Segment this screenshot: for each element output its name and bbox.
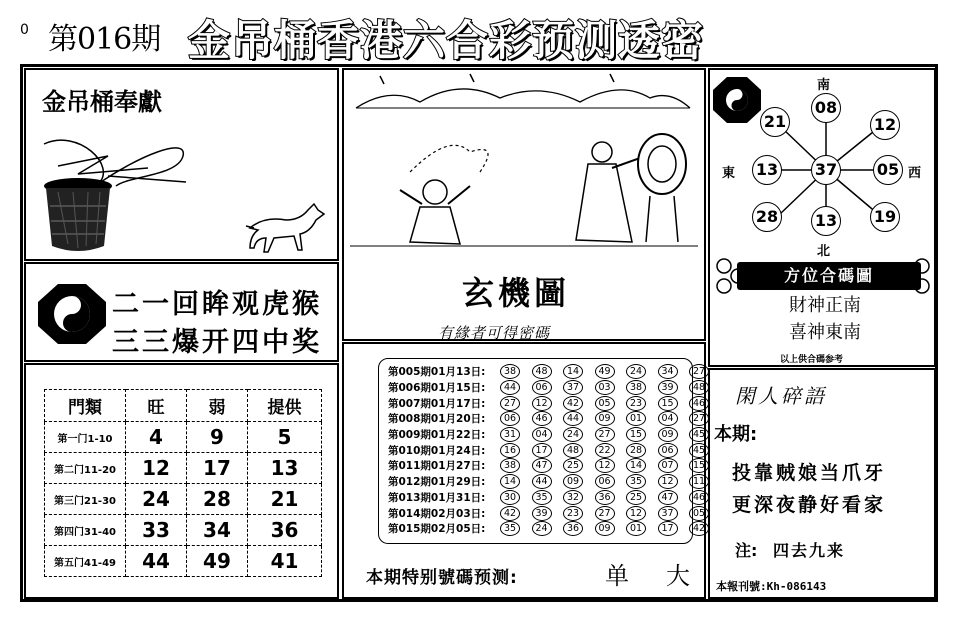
history-number: 09 <box>658 427 678 442</box>
table-row <box>45 515 322 546</box>
history-date-label: 第011期01月27日: <box>388 460 486 473</box>
history-number: 25 <box>626 490 646 505</box>
compass-nw: 21 <box>760 107 790 137</box>
dog-icon <box>244 198 328 256</box>
bagua-icon <box>36 282 108 346</box>
history-row <box>388 380 721 396</box>
history-number: 06 <box>658 443 678 458</box>
history-number: 44 <box>532 474 552 489</box>
compass-center: 37 <box>811 155 841 185</box>
history-number: 46 <box>689 490 709 505</box>
picture-caption: 玄機圖 <box>462 274 571 312</box>
history-row <box>388 364 721 380</box>
history-number: 48 <box>532 364 552 379</box>
dir-west: 西 <box>908 166 922 181</box>
door-provide: 13 <box>247 453 321 484</box>
history-number: 34 <box>658 364 678 379</box>
history-number: 37 <box>563 380 583 395</box>
history-row <box>388 458 721 474</box>
history-number: 38 <box>626 380 646 395</box>
door-strong: 44 <box>126 546 187 577</box>
history-number: 11 <box>689 474 709 489</box>
history-number: 37 <box>658 506 678 521</box>
history-date-label: 第007期01月17日: <box>388 397 486 410</box>
donate-title: 金吊桶奉獻 <box>42 88 162 116</box>
compass-note: 以上供合碼参考 <box>780 355 844 365</box>
history-number: 17 <box>658 521 678 536</box>
compass-w: 13 <box>752 155 782 185</box>
compass-n: 08 <box>811 93 841 123</box>
history-number: 17 <box>532 443 552 458</box>
history-row <box>388 521 721 537</box>
door-provide: 5 <box>247 422 321 453</box>
history-row <box>388 474 721 490</box>
this-issue-label: 本期: <box>714 424 758 445</box>
door-weak: 9 <box>186 422 247 453</box>
note-label: 注: <box>735 541 758 560</box>
history-number: 01 <box>626 411 646 426</box>
history-number: 35 <box>500 521 520 536</box>
history-date-label: 第009期01月22日: <box>388 429 486 442</box>
history-number: 06 <box>595 474 615 489</box>
history-number: 23 <box>563 506 583 521</box>
history-number: 09 <box>563 474 583 489</box>
bucket-illustration <box>38 126 188 254</box>
compass-ne: 12 <box>870 110 900 140</box>
history-number: 22 <box>595 443 615 458</box>
history-number: 14 <box>500 474 520 489</box>
history-number: 24 <box>532 521 552 536</box>
header-strong: 旺 <box>126 390 187 422</box>
table-header-row <box>45 390 322 422</box>
history-number: 15 <box>658 396 678 411</box>
dir-north: 北 <box>817 244 831 259</box>
history-number: 14 <box>626 458 646 473</box>
history-row <box>388 505 721 521</box>
compass-se: 19 <box>870 202 900 232</box>
history-number: 01 <box>626 521 646 536</box>
history-number: 32 <box>563 490 583 505</box>
door-weak: 28 <box>186 484 247 515</box>
history-date-label: 第006期01月15日: <box>388 381 486 394</box>
history-number: 12 <box>595 458 615 473</box>
header-door-type: 門類 <box>45 390 126 422</box>
door-weak: 34 <box>186 515 247 546</box>
history-number: 05 <box>689 506 709 521</box>
history-date-label: 第010期01月24日: <box>388 444 486 457</box>
door-strong: 4 <box>126 422 187 453</box>
table-row <box>45 546 322 577</box>
history-row <box>388 395 721 411</box>
history-number: 42 <box>563 396 583 411</box>
history-number: 39 <box>532 506 552 521</box>
history-number: 27 <box>689 364 709 379</box>
history-number: 36 <box>595 490 615 505</box>
door-provide: 36 <box>247 515 321 546</box>
history-number: 07 <box>658 458 678 473</box>
history-number: 06 <box>500 411 520 426</box>
history-number: 42 <box>689 521 709 536</box>
door-weak: 17 <box>186 453 247 484</box>
door-label: 第五门41-49 <box>45 546 126 577</box>
history-number: 44 <box>500 380 520 395</box>
door-strong: 24 <box>126 484 187 515</box>
history-number: 38 <box>500 364 520 379</box>
history-number: 42 <box>500 506 520 521</box>
door-strong: 33 <box>126 515 187 546</box>
picture-subcaption: 有緣者可得密碼 <box>438 324 551 342</box>
history-number: 36 <box>563 521 583 536</box>
history-number: 27 <box>595 506 615 521</box>
history-number: 24 <box>563 427 583 442</box>
history-number: 49 <box>595 364 615 379</box>
history-number: 45 <box>689 443 709 458</box>
history-number: 09 <box>595 521 615 536</box>
history-date-label: 第005期01月13日: <box>388 366 486 379</box>
door-strong: 12 <box>126 453 187 484</box>
history-number: 47 <box>532 458 552 473</box>
riddle-line-1: 二一回眸观虎猴 <box>112 289 322 320</box>
door-provide: 41 <box>247 546 321 577</box>
history-number: 38 <box>500 458 520 473</box>
table-row <box>45 453 322 484</box>
history-row <box>388 411 721 427</box>
table-row <box>45 484 322 515</box>
riddle-line-2: 三三爆开四中奖 <box>112 327 322 358</box>
history-date-label: 第013期01月31日: <box>388 491 486 504</box>
compass-banner: 方位合碼圖 <box>737 262 921 290</box>
history-number: 04 <box>658 411 678 426</box>
history-number: 16 <box>500 443 520 458</box>
history-number: 05 <box>595 396 615 411</box>
history-number: 47 <box>658 490 678 505</box>
history-number: 09 <box>595 411 615 426</box>
door-provide: 21 <box>247 484 321 515</box>
compass-s: 13 <box>811 206 841 236</box>
history-number: 45 <box>689 427 709 442</box>
door-label: 第三门21-30 <box>45 484 126 515</box>
history-number: 48 <box>563 443 583 458</box>
history-number: 12 <box>626 506 646 521</box>
history-number: 04 <box>532 427 552 442</box>
poem-line-1: 投靠贼娘当爪牙 <box>732 462 887 484</box>
history-number: 28 <box>626 443 646 458</box>
history-number: 35 <box>626 474 646 489</box>
history-number: 27 <box>500 396 520 411</box>
history-number: 44 <box>563 411 583 426</box>
special-value-1: 单 <box>605 562 629 590</box>
page-title: 金吊桶香港六合彩预测透密 <box>188 16 705 65</box>
corner-mark: 0 <box>20 22 29 38</box>
history-number: 46 <box>532 411 552 426</box>
history-number: 27 <box>689 411 709 426</box>
compass-sw: 28 <box>752 202 782 232</box>
history-number: 39 <box>658 380 678 395</box>
doors-table <box>44 389 322 577</box>
special-label: 本期特别號碼预测: <box>366 568 518 588</box>
dir-south: 南 <box>817 78 831 93</box>
history-row <box>388 443 721 459</box>
history-row <box>388 427 721 443</box>
mystery-illustration <box>350 72 698 252</box>
door-label: 第一门1-10 <box>45 422 126 453</box>
history-number: 15 <box>689 458 709 473</box>
door-weak: 49 <box>186 546 247 577</box>
history-number: 23 <box>626 396 646 411</box>
table-row <box>45 422 322 453</box>
god-of-wealth: 財神正南 <box>789 295 861 316</box>
history-number: 35 <box>532 490 552 505</box>
door-label: 第二门11-20 <box>45 453 126 484</box>
history-number: 27 <box>595 427 615 442</box>
issue-number: 第016期 <box>48 22 161 57</box>
history-number: 24 <box>626 364 646 379</box>
history-number: 30 <box>500 490 520 505</box>
history-date-label: 第012期01月29日: <box>388 476 486 489</box>
history-number: 48 <box>689 380 709 395</box>
door-label: 第四门31-40 <box>45 515 126 546</box>
history-date-label: 第015期02月05日: <box>388 523 486 536</box>
history-number: 15 <box>626 427 646 442</box>
history-number: 31 <box>500 427 520 442</box>
note-value: 四去九来 <box>773 541 846 560</box>
history-number: 14 <box>563 364 583 379</box>
history-number: 12 <box>658 474 678 489</box>
header-weak: 弱 <box>186 390 247 422</box>
god-of-joy: 喜神東南 <box>789 322 861 343</box>
history-number: 12 <box>532 396 552 411</box>
header-provide: 提供 <box>247 390 321 422</box>
history-row <box>388 490 721 506</box>
history-number: 06 <box>532 380 552 395</box>
history-date-label: 第008期01月20日: <box>388 413 486 426</box>
dir-east: 東 <box>722 166 736 181</box>
history-number: 25 <box>563 458 583 473</box>
special-value-2: 大 <box>666 562 690 590</box>
history-date-label: 第014期02月03日: <box>388 507 486 520</box>
history-number: 03 <box>595 380 615 395</box>
registration-number: 本報刊號:Kh-086143 <box>716 580 827 593</box>
poem-line-2: 更深夜静好看家 <box>732 494 887 516</box>
history-number: 46 <box>689 396 709 411</box>
verse-title: 閑人碎語 <box>735 384 827 408</box>
compass-e: 05 <box>873 155 903 185</box>
